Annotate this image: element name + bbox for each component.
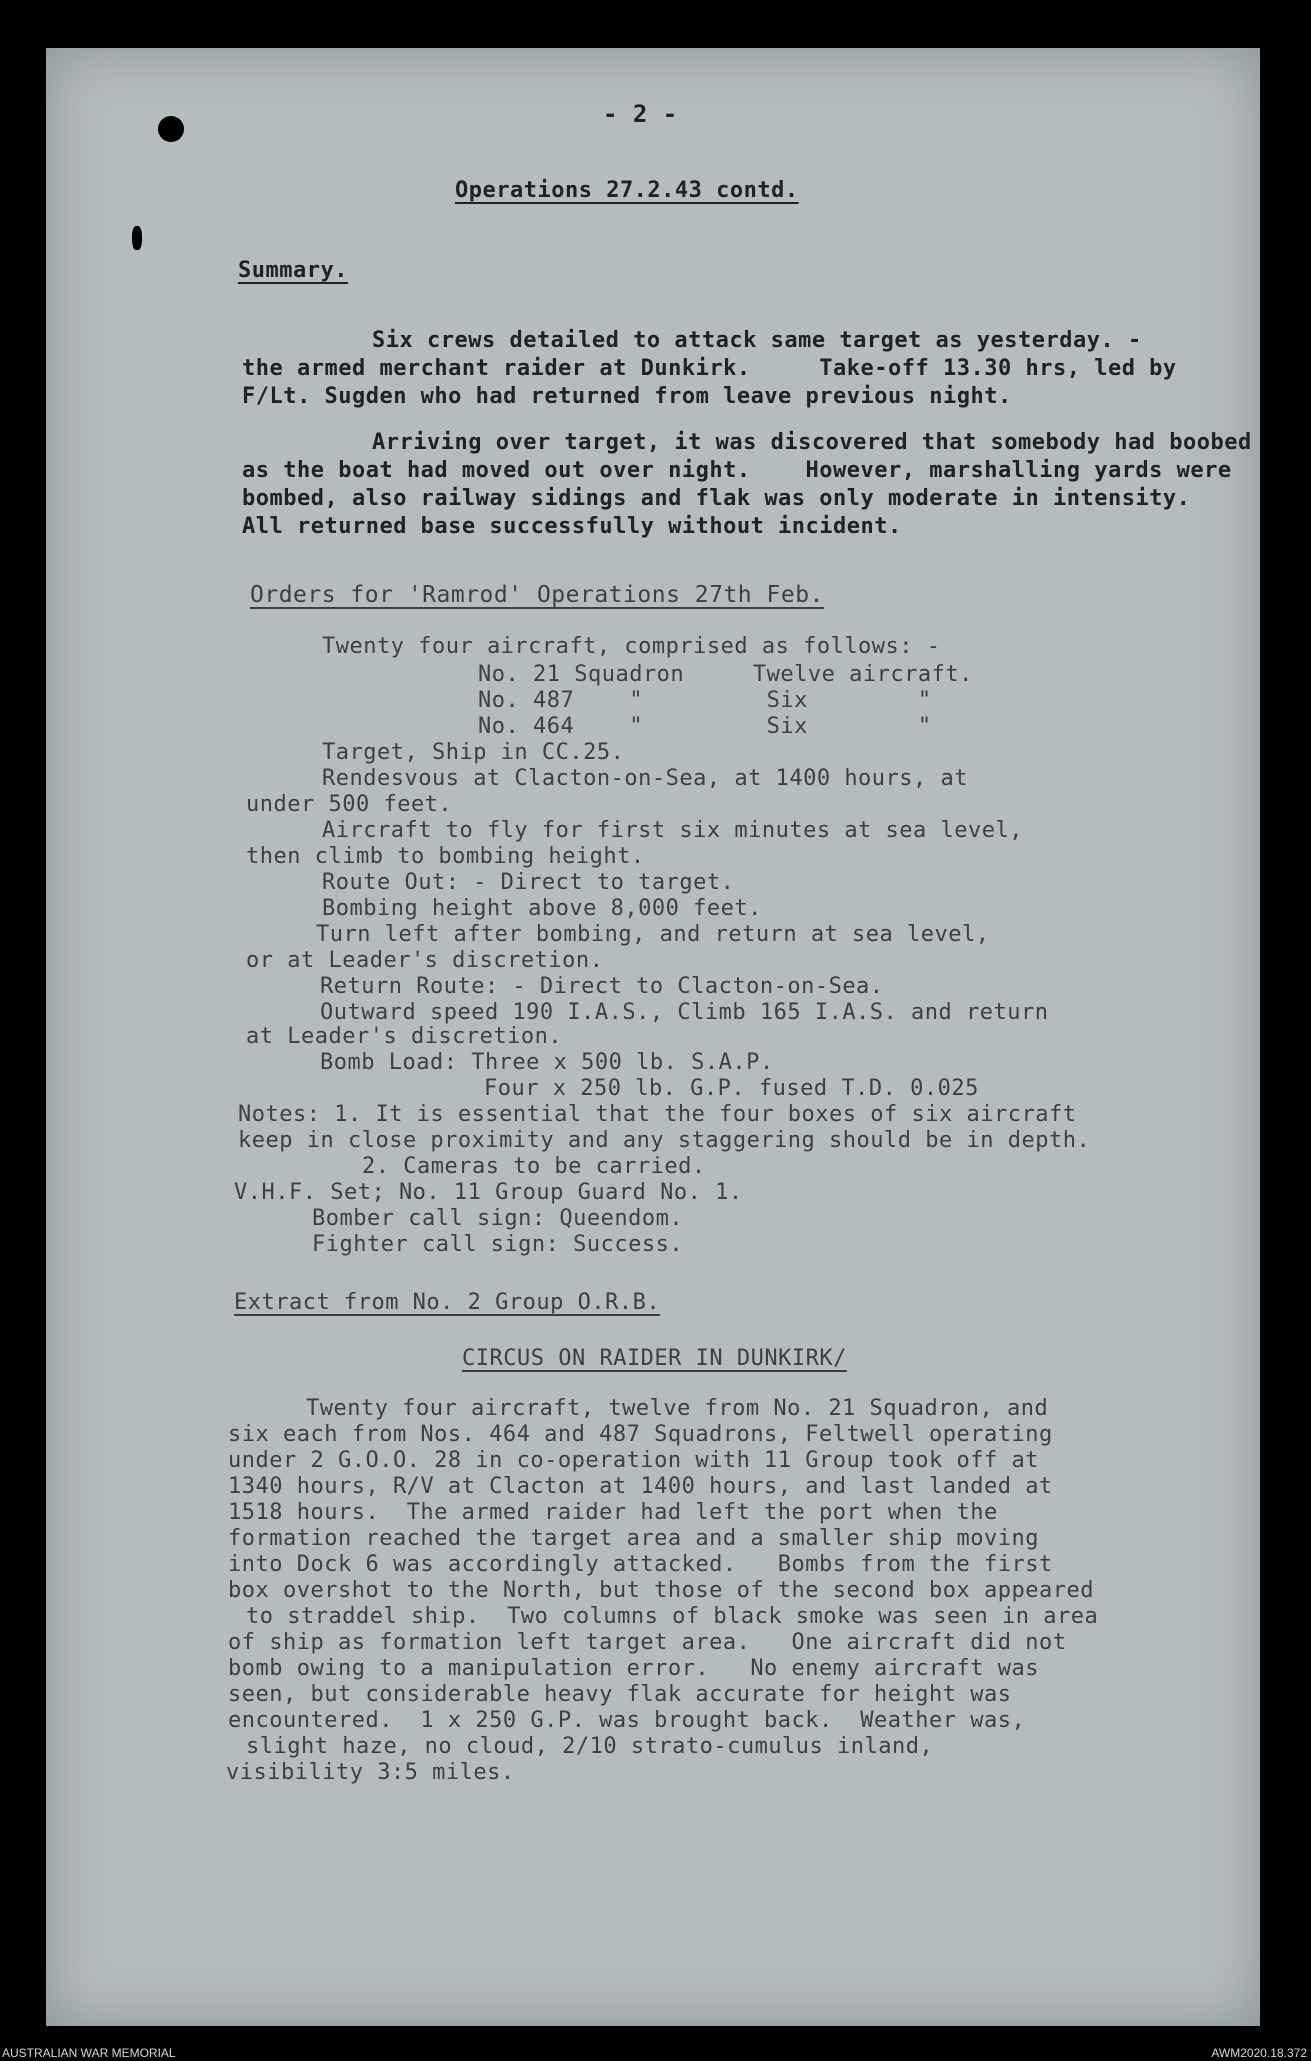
page-number: - 2 - xyxy=(603,100,678,128)
extract-line: box overshot to the North, but those of the second box appeared xyxy=(228,1578,1094,1603)
summary-line: Arriving over target, it was discovered that somebody had boobed xyxy=(372,430,1252,455)
orders-line: No. 21 Squadron Twelve aircraft. xyxy=(478,662,973,687)
extract-line: 1340 hours, R/V at Clacton at 1400 hours, and last landed at xyxy=(228,1474,1053,1499)
punch-hole-tear xyxy=(132,226,142,250)
orders-line: No. 487 " Six " xyxy=(478,688,932,713)
page-header: Operations 27.2.43 contd. xyxy=(455,178,799,203)
summary-line: bombed, also railway sidings and flak was only moderate in intensity. xyxy=(242,486,1191,511)
extract-line: under 2 G.O.O. 28 in co-operation with 11 Group took off at xyxy=(228,1448,1039,1473)
orders-line: Outward speed 190 I.A.S., Climb 165 I.A.S. and return xyxy=(320,1000,1049,1025)
summary-line: the armed merchant raider at Dunkirk. Take-off 13.30 hrs, led by xyxy=(242,356,1177,381)
orders-line: Turn left after bombing, and return at sea level, xyxy=(316,922,990,947)
extract-heading: Extract from No. 2 Group O.R.B. xyxy=(234,1290,661,1315)
orders-line: at Leader's discretion. xyxy=(246,1024,563,1049)
orders-line: Twenty four aircraft, comprised as follows: - xyxy=(322,634,941,659)
summary-heading: Summary. xyxy=(238,258,348,283)
footer-right: AWM2020.18.372 xyxy=(1211,2046,1307,2060)
orders-line: Route Out: - Direct to target. xyxy=(322,870,735,895)
orders-line: V.H.F. Set; No. 11 Group Guard No. 1. xyxy=(234,1180,743,1205)
orders-line: keep in close proximity and any staggering should be in depth. xyxy=(238,1128,1091,1153)
orders-line: Fighter call sign: Success. xyxy=(312,1232,684,1257)
extract-line: slight haze, no cloud, 2/10 strato-cumulus inland, xyxy=(246,1734,934,1759)
orders-line: Rendesvous at Clacton-on-Sea, at 1400 hours, at xyxy=(322,766,969,791)
extract-line: formation reached the target area and a smaller ship moving xyxy=(228,1526,1039,1551)
summary-line: as the boat had moved out over night. However, marshalling yards were xyxy=(242,458,1232,483)
punch-hole xyxy=(158,116,184,142)
summary-line: F/Lt. Sugden who had returned from leave previous night. xyxy=(242,384,1012,409)
orders-line: or at Leader's discretion. xyxy=(246,948,604,973)
orders-line: Aircraft to fly for first six minutes at sea level, xyxy=(322,818,1024,843)
orders-line: Bomber call sign: Queendom. xyxy=(312,1206,684,1231)
summary-line: All returned base successfully without incident. xyxy=(242,514,902,539)
orders-line: Four x 250 lb. G.P. fused T.D. 0.025 xyxy=(484,1076,979,1101)
extract-line: into Dock 6 was accordingly attacked. Bombs from the first xyxy=(228,1552,1053,1577)
orders-line: then climb to bombing height. xyxy=(246,844,645,869)
orders-line: under 500 feet. xyxy=(246,792,453,817)
extract-line: Twenty four aircraft, twelve from No. 21 Squadron, and xyxy=(306,1396,1049,1421)
extract-line: bomb owing to a manipulation error. No enemy aircraft was xyxy=(228,1656,1039,1681)
extract-subheading: CIRCUS ON RAIDER IN DUNKIRK/ xyxy=(462,1346,847,1371)
extract-line: 1518 hours. The armed raider had left the port when the xyxy=(228,1500,998,1525)
extract-line: visibility 3:5 miles. xyxy=(226,1760,515,1785)
orders-line: Bombing height above 8,000 feet. xyxy=(322,896,762,921)
orders-heading: Orders for 'Ramrod' Operations 27th Feb. xyxy=(250,582,824,608)
summary-line: Six crews detailed to attack same target as yesterday. - xyxy=(372,328,1142,353)
orders-line: 2. Cameras to be carried. xyxy=(362,1154,706,1179)
orders-line: No. 464 " Six " xyxy=(478,714,932,739)
extract-line: six each from Nos. 464 and 487 Squadrons, Feltwell operating xyxy=(228,1422,1053,1447)
orders-line: Return Route: - Direct to Clacton-on-Sea. xyxy=(320,974,884,999)
orders-line: Notes: 1. It is essential that the four boxes of six aircraft xyxy=(238,1102,1077,1127)
extract-line: of ship as formation left target area. One aircraft did not xyxy=(228,1630,1067,1655)
orders-line: Bomb Load: Three x 500 lb. S.A.P. xyxy=(320,1050,774,1075)
extract-line: encountered. 1 x 250 G.P. was brought back. Weather was, xyxy=(228,1708,1026,1733)
footer-left: AUSTRALIAN WAR MEMORIAL xyxy=(2,2046,176,2060)
extract-line: seen, but considerable heavy flak accurate for height was xyxy=(228,1682,1012,1707)
orders-line: Target, Ship in CC.25. xyxy=(322,740,625,765)
extract-line: to straddel ship. Two columns of black smoke was seen in area xyxy=(246,1604,1099,1629)
